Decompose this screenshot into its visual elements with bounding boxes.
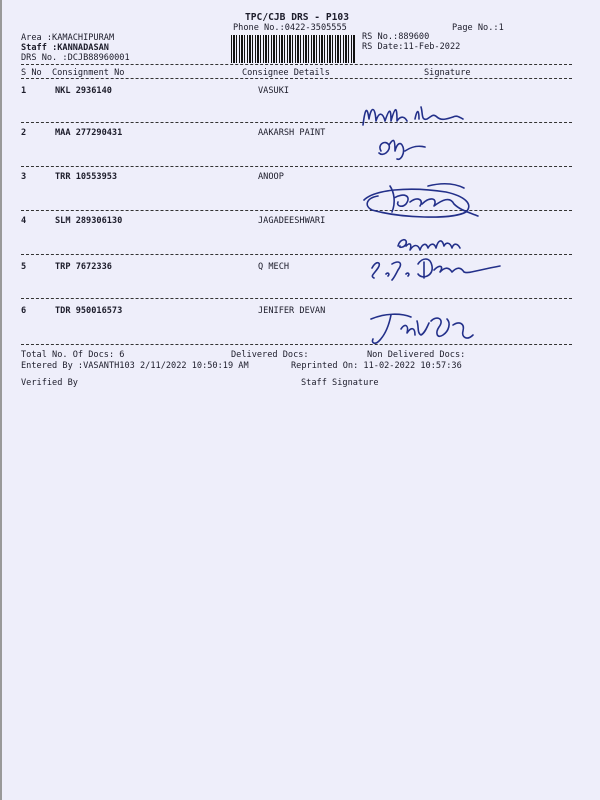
phone-number: Phone No.:0422-3505555 (233, 23, 347, 33)
total-docs: Total No. Of Docs: 6 (21, 350, 125, 360)
col-signature: Signature (424, 68, 471, 78)
row-divider (21, 122, 572, 123)
staff-signature: Staff Signature (301, 378, 379, 388)
rs-date: RS Date:11-Feb-2022 (362, 42, 461, 52)
row-consignment: SLM 289306130 (55, 216, 123, 226)
rs-number: RS No.:889600 (362, 32, 430, 42)
col-sno: S No (21, 68, 42, 78)
col-consignee: Consignee Details (242, 68, 330, 78)
row-sno: 6 (21, 306, 27, 316)
row-consignment: MAA 277290431 (55, 128, 123, 138)
staff-field (21, 43, 109, 53)
entered-by: Entered By :VASANTH103 2/11/2022 10:50:19 AM (21, 361, 249, 371)
row-consignment: NKL 2936140 (55, 86, 112, 96)
row-sno: 4 (21, 216, 27, 226)
row-consignee: ANOOP (258, 172, 284, 182)
row-divider (21, 166, 572, 167)
signature-jenifer (365, 305, 485, 350)
page-number: Page No.:1 (452, 23, 504, 33)
column-divider (21, 78, 572, 79)
signature-anoop (360, 178, 485, 223)
row-consignment: TRP 7672336 (55, 262, 112, 272)
row-consignee: VASUKI (258, 86, 290, 96)
row-divider (21, 298, 572, 299)
row-consignment: TDR 950016573 (55, 306, 123, 316)
row-consignee: JAGADEESHWARI (258, 216, 326, 226)
barcode (231, 35, 355, 63)
col-consignment: Consignment No (52, 68, 125, 78)
row-sno: 2 (21, 128, 27, 138)
row-consignee: Q MECH (258, 262, 290, 272)
row-divider (21, 210, 572, 211)
row-consignment: TRR 10553953 (55, 172, 118, 182)
staff-label: Staff (21, 43, 47, 53)
verified-by: Verified By (21, 378, 78, 388)
document-title: TPC/CJB DRS - P103 (245, 12, 349, 23)
area-field: Area :KAMACHIPURAM (21, 33, 115, 43)
staff-value: :KANNADASAN (52, 43, 109, 53)
row-sno: 3 (21, 172, 27, 182)
row-sno: 5 (21, 262, 27, 272)
row-consignee: AAKARSH PAINT (258, 128, 326, 138)
row-consignee: JENIFER DEVAN (258, 306, 326, 316)
non-delivered-docs: Non Delivered Docs: (367, 350, 466, 360)
delivered-docs: Delivered Docs: (231, 350, 309, 360)
row-sno: 1 (21, 86, 27, 96)
header-divider (21, 64, 572, 65)
reprinted-on: Reprinted On: 11-02-2022 10:57:36 (291, 361, 462, 371)
row-divider (21, 344, 572, 345)
signature-ramesh-dinesh (368, 234, 508, 289)
drs-number: DRS No. :DCJB88960001 (21, 53, 130, 63)
signature-mallika (355, 95, 475, 175)
